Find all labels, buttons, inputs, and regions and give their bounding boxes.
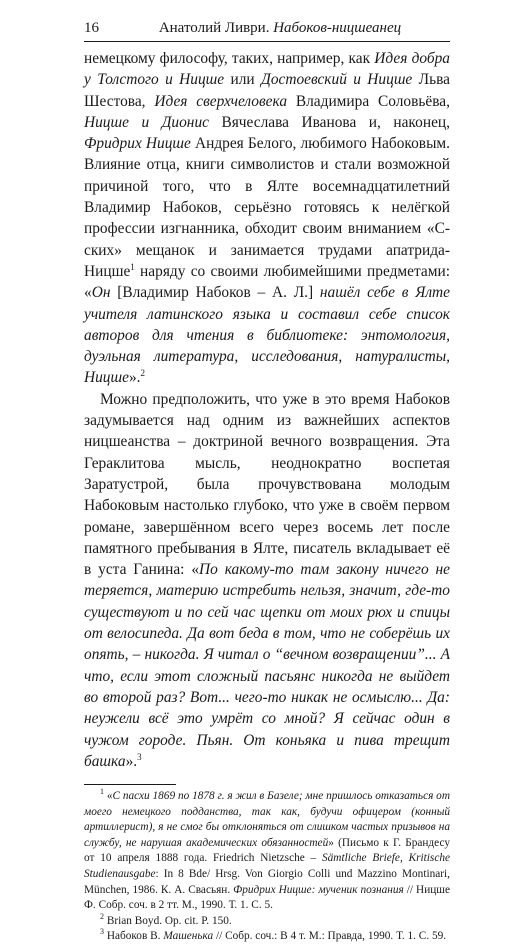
- text-run: Фридрих Ницше: мученик познания: [233, 883, 404, 896]
- text-run: Brian Boyd. Op. cit. P. 150.: [104, 914, 232, 927]
- text-run: Льва Шестова,: [84, 71, 450, 110]
- footnote-ref: 2: [140, 368, 146, 379]
- text-run: Он: [91, 284, 111, 302]
- footnote-ref: 1: [130, 261, 135, 272]
- footnote-ref: 3: [100, 927, 104, 937]
- paragraph-1: [84, 48, 450, 389]
- text-run: По какому-то там закону ничего не теряется, материю истребить нельзя, значит, где-то существуют и по сей час щепки от моих рюх и спицы от велосипеда. Да вот беда в том, что не соберёшь их опять, – никогда. Я читал о “вечном возвращении”... А что, если этот сложный пасьянс никогда не выйдет во второй раз? Вот... чего-то никак не осмыслю... Да: неужели всё это умрёт со мной? Я сейчас один в чужом городе. Пьян. От коньяка и пива трещит башка: [84, 561, 450, 770]
- text-run: Машенька: [163, 930, 214, 943]
- text-run: » (Письмо к Г. Брандесу от 10 апреля 1888 года. Friedrich Nietzsche –: [84, 836, 450, 865]
- text-run: или: [224, 71, 262, 89]
- text-run: Достоевский и Ницше: [261, 71, 413, 89]
- footnote-ref: 1: [100, 787, 104, 797]
- text-run: // Собр. соч.: В 4 т. М.: Правда, 1990. Т. 1. С. 59.: [213, 930, 447, 943]
- text-run: нашёл себе в Ялте учителя латинского языка и составил себе список авторов для чтения в библиотеке: энтомология, дуэльная литература, исследования, натуралисты, Ницше: [84, 284, 450, 387]
- text-run: С пасхи 1869 по 1878 г. я жил в Базеле; мне пришлось отказаться от моего немецкого подданства, так как, будучи офицером (конный артиллерист), я не смог бы отклоняться от слишком частых призывов на службу, не нарушая академических обязанностей: [84, 790, 450, 849]
- footnote-ref: 3: [137, 751, 142, 762]
- book-page: [84, 18, 450, 945]
- footnotes: [84, 789, 450, 945]
- footnote-2: [84, 911, 450, 930]
- text-run: // Ницше Ф. Собр. соч. в 2 тт. М., 1990. Т. 1. С. 5.: [84, 883, 450, 912]
- header-title: Набоков-ницшеанец: [273, 20, 402, 36]
- text-run: «: [104, 790, 113, 803]
- text-run: Можно предположить, что уже в это время Набоков задумывается над одним из важнейших аспектов ницшеанства – доктриной вечного возвращения. Эта Гераклитова мысль, неоднократно воспетая Заратустрой, была прочувствована молодым Набоковым настолько глубоко, что уже в своём первом романе, завершённом всего через восемь лет после памятного пребывания в Ялте, писатель вкладывает её в уста Ганина: «: [84, 390, 450, 579]
- paragraph-2: [84, 389, 450, 772]
- text-run: Андрея Белого, любимого Набоковым. Влияние отца, книги символистов и стали возможной причиной того, что в Ялте восемнадцатилетний Владимир Набоков, серьёзно готовясь к нелёгкой профессии изгнанника, обходит своим вниманием «С-ских» мещанок и занимается трудами апатрида-Ницше: [84, 135, 451, 280]
- text-run: ».: [125, 752, 138, 770]
- running-title: [110, 18, 450, 38]
- footnote-1: [84, 789, 450, 914]
- text-run: Вячеслава Иванова и, наконец,: [208, 113, 450, 131]
- text-run: Фридрих Ницше: [84, 135, 191, 153]
- text-run: наряду со своими любимейшими предметами: «: [84, 262, 450, 302]
- text-run: ».: [128, 369, 141, 387]
- text-run: Ницше и Дионис: [84, 113, 209, 131]
- text-run: Идея сверхчеловека: [154, 92, 288, 110]
- footnote-separator: [84, 784, 176, 785]
- text-run: Sämtliche Briefe, Kritische Studienausgabe: [84, 852, 450, 881]
- page-number: 16: [84, 20, 99, 36]
- text-run: Набоков В.: [104, 930, 164, 943]
- text-run: : In 8 Bde/ Hrsg. Von Giorgio Colli und Mazzino Montinari, München, 1986. К. А. Свасьян.: [84, 868, 450, 896]
- text-run: немецкому философу, таких, например, как: [84, 50, 375, 67]
- main-text: [84, 48, 450, 772]
- running-header: [84, 18, 450, 42]
- footnote-3: [84, 929, 450, 945]
- text-run: Владимира Соловьёва,: [287, 92, 450, 110]
- footnote-ref: 2: [100, 911, 104, 921]
- text-run: Идея добра у Толстого и Ницше: [84, 50, 450, 89]
- text-run: [Владимир Набоков – А. Л.]: [110, 284, 320, 302]
- header-author: Анатолий Ливри.: [158, 20, 270, 36]
